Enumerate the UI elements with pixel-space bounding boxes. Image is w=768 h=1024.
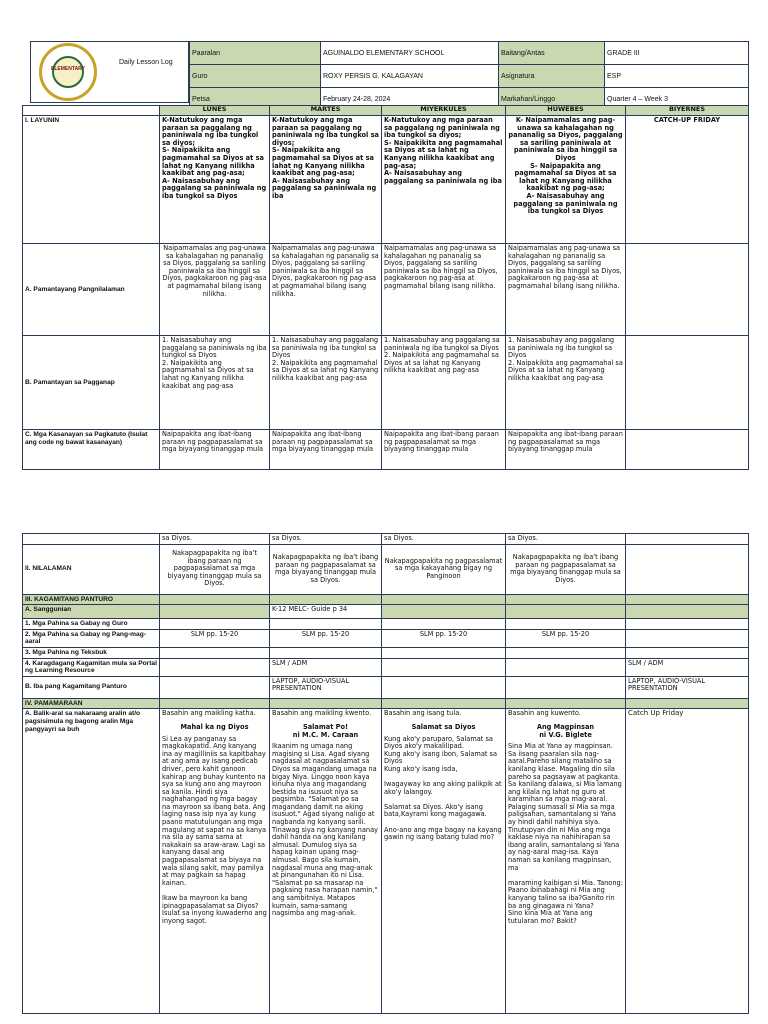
header-label: Markahan/Linggo xyxy=(499,88,605,111)
pagganap-thursday: 1. Naisasabuhay ang paggalang sa paniniwala ng iba tungkol sa Diyos 2. Naipakikita ang pagmamahal sa Diyos at sa lahat ng Kanyang nilikha kaakibat ang pag-asa xyxy=(506,336,626,430)
pagganap-wednesday: 1. Naisasabuhay ang paggalang sa paniniwala ng iba tungkol sa Diyos 2. Naipakikita ang pagmamahal sa Diyos at sa lahat ng Kanyang nilikha kaakibat ang pag-asa xyxy=(382,336,506,430)
story-intro: Basahin ang kuwento. xyxy=(508,709,581,718)
kagamitang-cell xyxy=(160,594,270,605)
balik-aral-label: A. Balik-aral sa nakaraang aralin at/o pagsisimula ng bagong aralin Mga pangyayri sa buh xyxy=(23,709,160,1014)
school-logo-text: ELEMENTARY xyxy=(51,66,85,72)
balik-aral-row xyxy=(23,709,749,1014)
sanggunian-label: A. Sanggunian xyxy=(23,605,160,619)
sanggunian-thursday xyxy=(506,605,626,619)
kasanayan-row xyxy=(23,430,749,470)
mag-aaral-friday xyxy=(626,629,749,647)
lr-label: 4. Karagdagang Kagamitan mula sa Portal ng Learning Resource xyxy=(23,658,160,676)
guro-row xyxy=(23,619,749,630)
balik-aral-wednesday xyxy=(382,709,506,1014)
pagganap-label: B. Pamantayan sa Pagganap xyxy=(23,336,160,430)
lr-wednesday xyxy=(382,658,506,676)
pangnilalaman-tuesday: Naipamamalas ang pag-unawa sa kahalagahan ng pananalig sa Diyos, paggalang sa sariling paniniwala sa iba hinggil sa Diyos, pagkakaroon ng pag-asa at pagmamahal bilang isang nilikha. xyxy=(270,244,382,336)
mag-aaral-thursday: SLM pp. 15-20 xyxy=(506,629,626,647)
mag-aaral-monday: SLM pp. 15-20 xyxy=(160,629,270,647)
pangnilalaman-thursday: Naipamamalas ang pag-unawa sa kahalagahan ng pananalig sa Diyos, paggalang sa sariling paniniwala sa iba hinggil sa Diyos, pagkakaroon ng pag-asa at pagmamahal bilang isang nilikha. xyxy=(506,244,626,336)
header-row xyxy=(190,65,749,88)
iba-wednesday xyxy=(382,676,506,698)
iba-tuesday: LAPTOP, AUDIO-VISUAL PRESENTATION xyxy=(270,676,382,698)
kagamitang-cell xyxy=(382,594,506,605)
sanggunian-monday xyxy=(160,605,270,619)
mag-aaral-label: 2. Mga Pahina sa Gabay ng Pang-mag-aaral xyxy=(23,629,160,647)
layunin-row xyxy=(23,116,749,244)
kasanayan-cont-monday: sa Diyos. xyxy=(160,534,270,545)
balik-aral-tuesday xyxy=(270,709,382,1014)
sanggunian-row xyxy=(23,605,749,619)
guro-cell xyxy=(160,619,270,630)
story-body: Ikaanim ng umaga nang magising si Lisa. Agad siyang nagdasal at nagpasalamat sa Diyos sa magandang umaga na bigay Niya. Linggo noon kaya kinuha niya ang magandang bestida na isusuot niya sa pagsimba. "Salamat po sa magandang damit na aking isusuot." Agad siyang naligo at nagbanda ng kanyang sarili. Tinawag siya ng kanyang nanay dahil handa na ang kanilang almusal. Dumulog siya sa hapag kainan upang mag-almusal. Bago sila kumain, nagdasal muna ang mag-anak at pinangunahan ito ni Lisa. "Salamat po sa masarap na pagkaing nasa harapan namin," ang sambitniya. Matapos kumain, sama-samang nagsimba ang mag-anak. xyxy=(272,742,379,918)
lr-friday: SLM / ADM xyxy=(626,658,749,676)
nilalaman-label: II. NILALAMAN xyxy=(23,544,160,594)
story-body: Kung ako'y paruparo, Salamat sa Diyos ako'y makalilipad. Kung ako'y isang ibon, Salamat sa Diyos Kung ako'y isang isda, Iwagayway ko ang aking palikpik at ako'y lalangoy. Salamat sa Diyos. Ako'y isang bata,Kayrami kong magagawa. Ano-ano ang mga bagay na kayang gawin ng isang batang tulad mo? xyxy=(384,734,502,842)
header-logo-box xyxy=(30,41,189,103)
pamamaraan-cell xyxy=(160,698,270,709)
story-title: Mahal ka ng Diyos xyxy=(180,722,249,731)
kasanayan-wednesday: Naipapakita ang ibat-ibang paraan ng pagpapasalamat sa mga biyayang tinanggap mula xyxy=(382,430,506,470)
teksbuk-cell xyxy=(160,647,270,658)
days-row xyxy=(23,106,749,116)
lesson-table-page2 xyxy=(22,533,749,1014)
lr-monday xyxy=(160,658,270,676)
kasanayan-cont-wednesday: sa Diyos. xyxy=(382,534,506,545)
pamamaraan-cell xyxy=(626,698,749,709)
kagamitang-cell xyxy=(270,594,382,605)
lr-tuesday: SLM / ADM xyxy=(270,658,382,676)
header xyxy=(30,41,748,103)
teksbuk-cell xyxy=(626,647,749,658)
sanggunian-tuesday: K-12 MELC- Guide p 34 xyxy=(270,605,382,619)
days-blank xyxy=(23,106,160,116)
balik-aral-friday: Catch Up Friday xyxy=(626,709,749,1014)
layunin-friday: CATCH-UP FRIDAY xyxy=(626,116,749,244)
kagamitang-cell xyxy=(626,594,749,605)
header-value: ROXY PERSIS G. KALAGAYAN xyxy=(321,65,499,88)
layunin-thursday: K- Naipamamalas ang pag-unawa sa kahalagahan ng pananalig sa Diyos, paggalang sa sariling paniniwala at paniniwala sa iba hinggil sa Diyos S- Naipapakita ang pagmamahal sa Diyos at sa lahat ng Kanyang nilikha kaakibat ng pag-asa; A- Naisasabuhay ang paggalang sa paniniwala ng iba tungkol sa Diyos xyxy=(506,116,626,244)
kagamitang-cell xyxy=(506,594,626,605)
kasanayan-cont-thursday: sa Diyos. xyxy=(506,534,626,545)
guro-cell xyxy=(506,619,626,630)
guro-label: 1. Mga Pahina sa Gabay ng Guro xyxy=(23,619,160,630)
sanggunian-friday xyxy=(626,605,749,619)
pamamaraan-cell xyxy=(506,698,626,709)
nilalaman-tuesday: Nakapagpapakita ng iba't ibang paraan ng pagpapasalamat sa mga biyayang tinanggap mula sa Diyos. xyxy=(270,544,382,594)
header-row xyxy=(190,42,749,65)
pangnilalaman-label: A. Pamantayang Pangnilalaman xyxy=(23,244,160,336)
guro-cell xyxy=(626,619,749,630)
story-body: Sina Mia at Yana ay magpinsan. Sa iisang paaralan sila nag-aaral.Pareho silang matalino sa kanilang klase. Magaling din sila pareho sa pagsayaw at pagkanta. Sa kanilang dalawa, si Mia lamang ang kilala ng lahat ng guro at karamihan sa mga mag-aaral. Palaging sumasali si Mia sa mga paligsahan, samantalang si Yana ay hindi dahil nahihiya siya. Tinutuруan din ni Mia ang mga kaklase niya na nahihirapan sa ibang aralin, samantalang si Yana ay nag-aaral mag-isa. Kaya naman sa kanilang magpinsan, ma maraming kaibigan si Mia. Tanong: Paano ibinabahagi ni Mia ang kanyang talino sa iba?Ganito rin ba ang ginagawa ni Yana? Sino kina Mia at Yana ang tutularan mo? Bakit? xyxy=(508,742,623,925)
teksbuk-cell xyxy=(382,647,506,658)
pangnilalaman-monday: Naipamamalas ang pag-unawa sa kahalagahan ng pananalig sa Diyos, paggalang sa sariling paniniwala sa iba hinggil sa Diyos, pagkakaroon ng pag-asa at pagmamahal bilang isang nilikha. xyxy=(160,244,270,336)
school-logo-emblem xyxy=(52,56,84,88)
guro-cell xyxy=(270,619,382,630)
iba-label: B. Iba pang Kagamitang Panturo xyxy=(23,676,160,698)
teksbuk-row xyxy=(23,647,749,658)
kasanayan-cont-tuesday: sa Diyos. xyxy=(270,534,382,545)
dll-title: Daily Lesson Log xyxy=(119,59,173,66)
header-label: Baitang/Antas xyxy=(499,42,605,65)
mag-aaral-tuesday: SLM pp. 15-20 xyxy=(270,629,382,647)
kasanayan-cont-friday xyxy=(626,534,749,545)
pagganap-row xyxy=(23,336,749,430)
sanggunian-wednesday xyxy=(382,605,506,619)
kasanayan-thursday: Naipapakita ang ibat-ibang paraan ng pagpapasalamat sa mga biyayang tinanggap mula xyxy=(506,430,626,470)
iba-friday: LAPTOP, AUDIO-VISUAL PRESENTATION xyxy=(626,676,749,698)
header-value: GRADE III xyxy=(605,42,749,65)
lr-row xyxy=(23,658,749,676)
pagganap-monday: 1. Naisasabuhay ang paggalang sa paniniwala ng iba tungkol sa Diyos 2. Naipakikita ang pagmamahal sa Diyos at sa lahat ng Kanyang nilikha kaakibat ang pag-asa xyxy=(160,336,270,430)
header-label: Asignatura xyxy=(499,65,605,88)
pagganap-friday xyxy=(626,336,749,430)
teksbuk-cell xyxy=(506,647,626,658)
kasanayan-friday xyxy=(626,430,749,470)
pamamaraan-cell xyxy=(270,698,382,709)
lesson-table-page1 xyxy=(22,105,749,470)
header-label: Paaralan xyxy=(190,42,321,65)
nilalaman-wednesday: Nakapagpapakita ng pagpasalamat sa mga kakayahang bigay ng Panginoon xyxy=(382,544,506,594)
day-monday: LUNES xyxy=(160,106,270,116)
nilalaman-row xyxy=(23,544,749,594)
mag-aaral-row xyxy=(23,629,749,647)
layunin-tuesday: K-Natutukoy ang mga paraan sa paggalang ng paniniwala ng iba tungkol sa diyos; S- Naipakikita ang pagmamahal sa Diyos at sa lahat ng Kanyang nilikha kaakibat ang pag-asa; A- Naisasabuhay ang paggalang sa paniniwala ng iba xyxy=(270,116,382,244)
teksbuk-cell xyxy=(270,647,382,658)
pagganap-tuesday: 1. Naisasabuhay ang paggalang sa paniniwala ng iba tungkol sa Diyos 2. Naipakikita ang pagmamahal sa Diyos at sa lahat ng Kanyang nilikha kaakibat ang pag-asa xyxy=(270,336,382,430)
header-info-table xyxy=(189,41,749,111)
pamamaraan-row xyxy=(23,698,749,709)
nilalaman-friday xyxy=(626,544,749,594)
iba-row xyxy=(23,676,749,698)
story-intro: Basahin ang maikling katha. xyxy=(162,709,256,718)
day-tuesday: MARTES xyxy=(270,106,382,116)
story-title: Salamat Po! ni M.C. M. Caraan xyxy=(292,722,359,739)
lr-thursday xyxy=(506,658,626,676)
kasanayan-cont-row xyxy=(23,534,749,545)
iba-monday xyxy=(160,676,270,698)
school-logo xyxy=(39,43,97,101)
kasanayan-label: C. Mga Kasanayan sa Pagkatuto (Isulat ang code ng bawat kasanayan) xyxy=(23,430,160,470)
header-label: Guro xyxy=(190,65,321,88)
story-title: Salamat sa Diyos xyxy=(411,722,476,731)
header-value: AGUINALDO ELEMENTARY SCHOOL xyxy=(321,42,499,65)
nilalaman-monday: Nakapagpapakita ng iba't ibang paraan ng pagpapasalamat sa mga biyayang tinanggap mula sa Diyos. xyxy=(160,544,270,594)
story-intro: Basahin ang isang tula. xyxy=(384,709,462,718)
day-wednesday: MIYERKULES xyxy=(382,106,506,116)
kagamitang-label: III. KAGAMITANG PANTURO xyxy=(23,594,160,605)
pangnilalaman-wednesday: Naipamamalas ang pag-unawa sa kahalagahan ng pananalig sa Diyos, paggalang sa sariling paniniwala sa iba hinggil sa Diyos, pagkakaroon ng pag-asa at pagmamahal bilang isang nilikha. xyxy=(382,244,506,336)
layunin-label: I. LAYUNIN xyxy=(23,116,160,244)
kasanayan-tuesday: Naipapakita ang ibat-ibang paraan ng pagpapasalamat sa mga biyayang tinanggap mula xyxy=(270,430,382,470)
mag-aaral-wednesday: SLM pp. 15-20 xyxy=(382,629,506,647)
kasanayan-monday: Naipapakita ang ibat-ibang paraan ng pagpapasalamat sa mga biyayang tinanggap mula xyxy=(160,430,270,470)
pamamaraan-cell xyxy=(382,698,506,709)
kagamitang-row xyxy=(23,594,749,605)
iba-thursday xyxy=(506,676,626,698)
story-intro: Basahin ang maikling kwento. xyxy=(272,709,372,718)
layunin-wednesday: K-Natutukoy ang mga paraan sa paggalang ng paniniwala ng iba tungkol sa diyos; S- Naipakikita ang pagmamahal sa Diyos at sa lahat ng Kanyang nilikha kaakibat ang pag-asa; A- Naisasabuhay ang paggalang sa paniniwala ng iba xyxy=(382,116,506,244)
kasanayan-cont-label xyxy=(23,534,160,545)
day-thursday: HUWEBES xyxy=(506,106,626,116)
teksbuk-label: 3. Mga Pahina ng Teksbuk xyxy=(23,647,160,658)
story-body: Si Lea ay panganay sa magkakapatid. Ang kanyang ina ay magilliniis sa kapitbahay at ang ama ay isang pedicab driver, pero kahit ganoon kahirap ang buhay kuntento na sya sa kung ano ang mayroon sa kanila. Hindi siya naghahangad ng mga bagay na mayroon sa ibang bata. Ang laging nasa isip nya ay kung paano matutulungan ang mga magulang at sapat na sa kanya na sila ay sama sama at nakakain sa araw-araw. Lagi sa kanyang dasal ang pagpapasalamat sa biyaya na wala silang sakit, may pamilya at may pagkain sa hapag kainan. Ikaw ba mayroon ka bang ipinagpapasalamat sa Diyos? Isulat sa inyong kuwaderno ang inyong sagot. xyxy=(162,734,267,925)
header-value: February 24-28, 2024 xyxy=(321,88,499,111)
balik-aral-thursday xyxy=(506,709,626,1014)
header-label: Petsa xyxy=(190,88,321,111)
guro-cell xyxy=(382,619,506,630)
nilalaman-thursday: Nakapagpapakita ng iba't ibang paraan ng pagpapasalamat sa mga biyayang tinanggap mula sa Diyos. xyxy=(506,544,626,594)
pamamaraan-label: IV. PAMAMARAAN xyxy=(23,698,160,709)
day-friday: BIYERNES xyxy=(626,106,749,116)
header-value: Quarter 4 – Week 3 xyxy=(605,88,749,111)
layunin-monday: K-Natutukoy ang mga paraan sa paggalang ng paniniwala ng iba tungkol sa diyos; S- Naipakikita ang pagmamahal sa Diyos at sa lahat ng Kanyang nilikha kaakibat ang pag-asa; A- Naisasabuhay ang paggalang sa paniniwala ng iba tungkol sa Diyos xyxy=(160,116,270,244)
story-title: Ang Magpinsan ni V.G. Biglete xyxy=(536,722,595,739)
header-value: ESP xyxy=(605,65,749,88)
pangnilalaman-row xyxy=(23,244,749,336)
balik-aral-monday xyxy=(160,709,270,1014)
pangnilalaman-friday xyxy=(626,244,749,336)
